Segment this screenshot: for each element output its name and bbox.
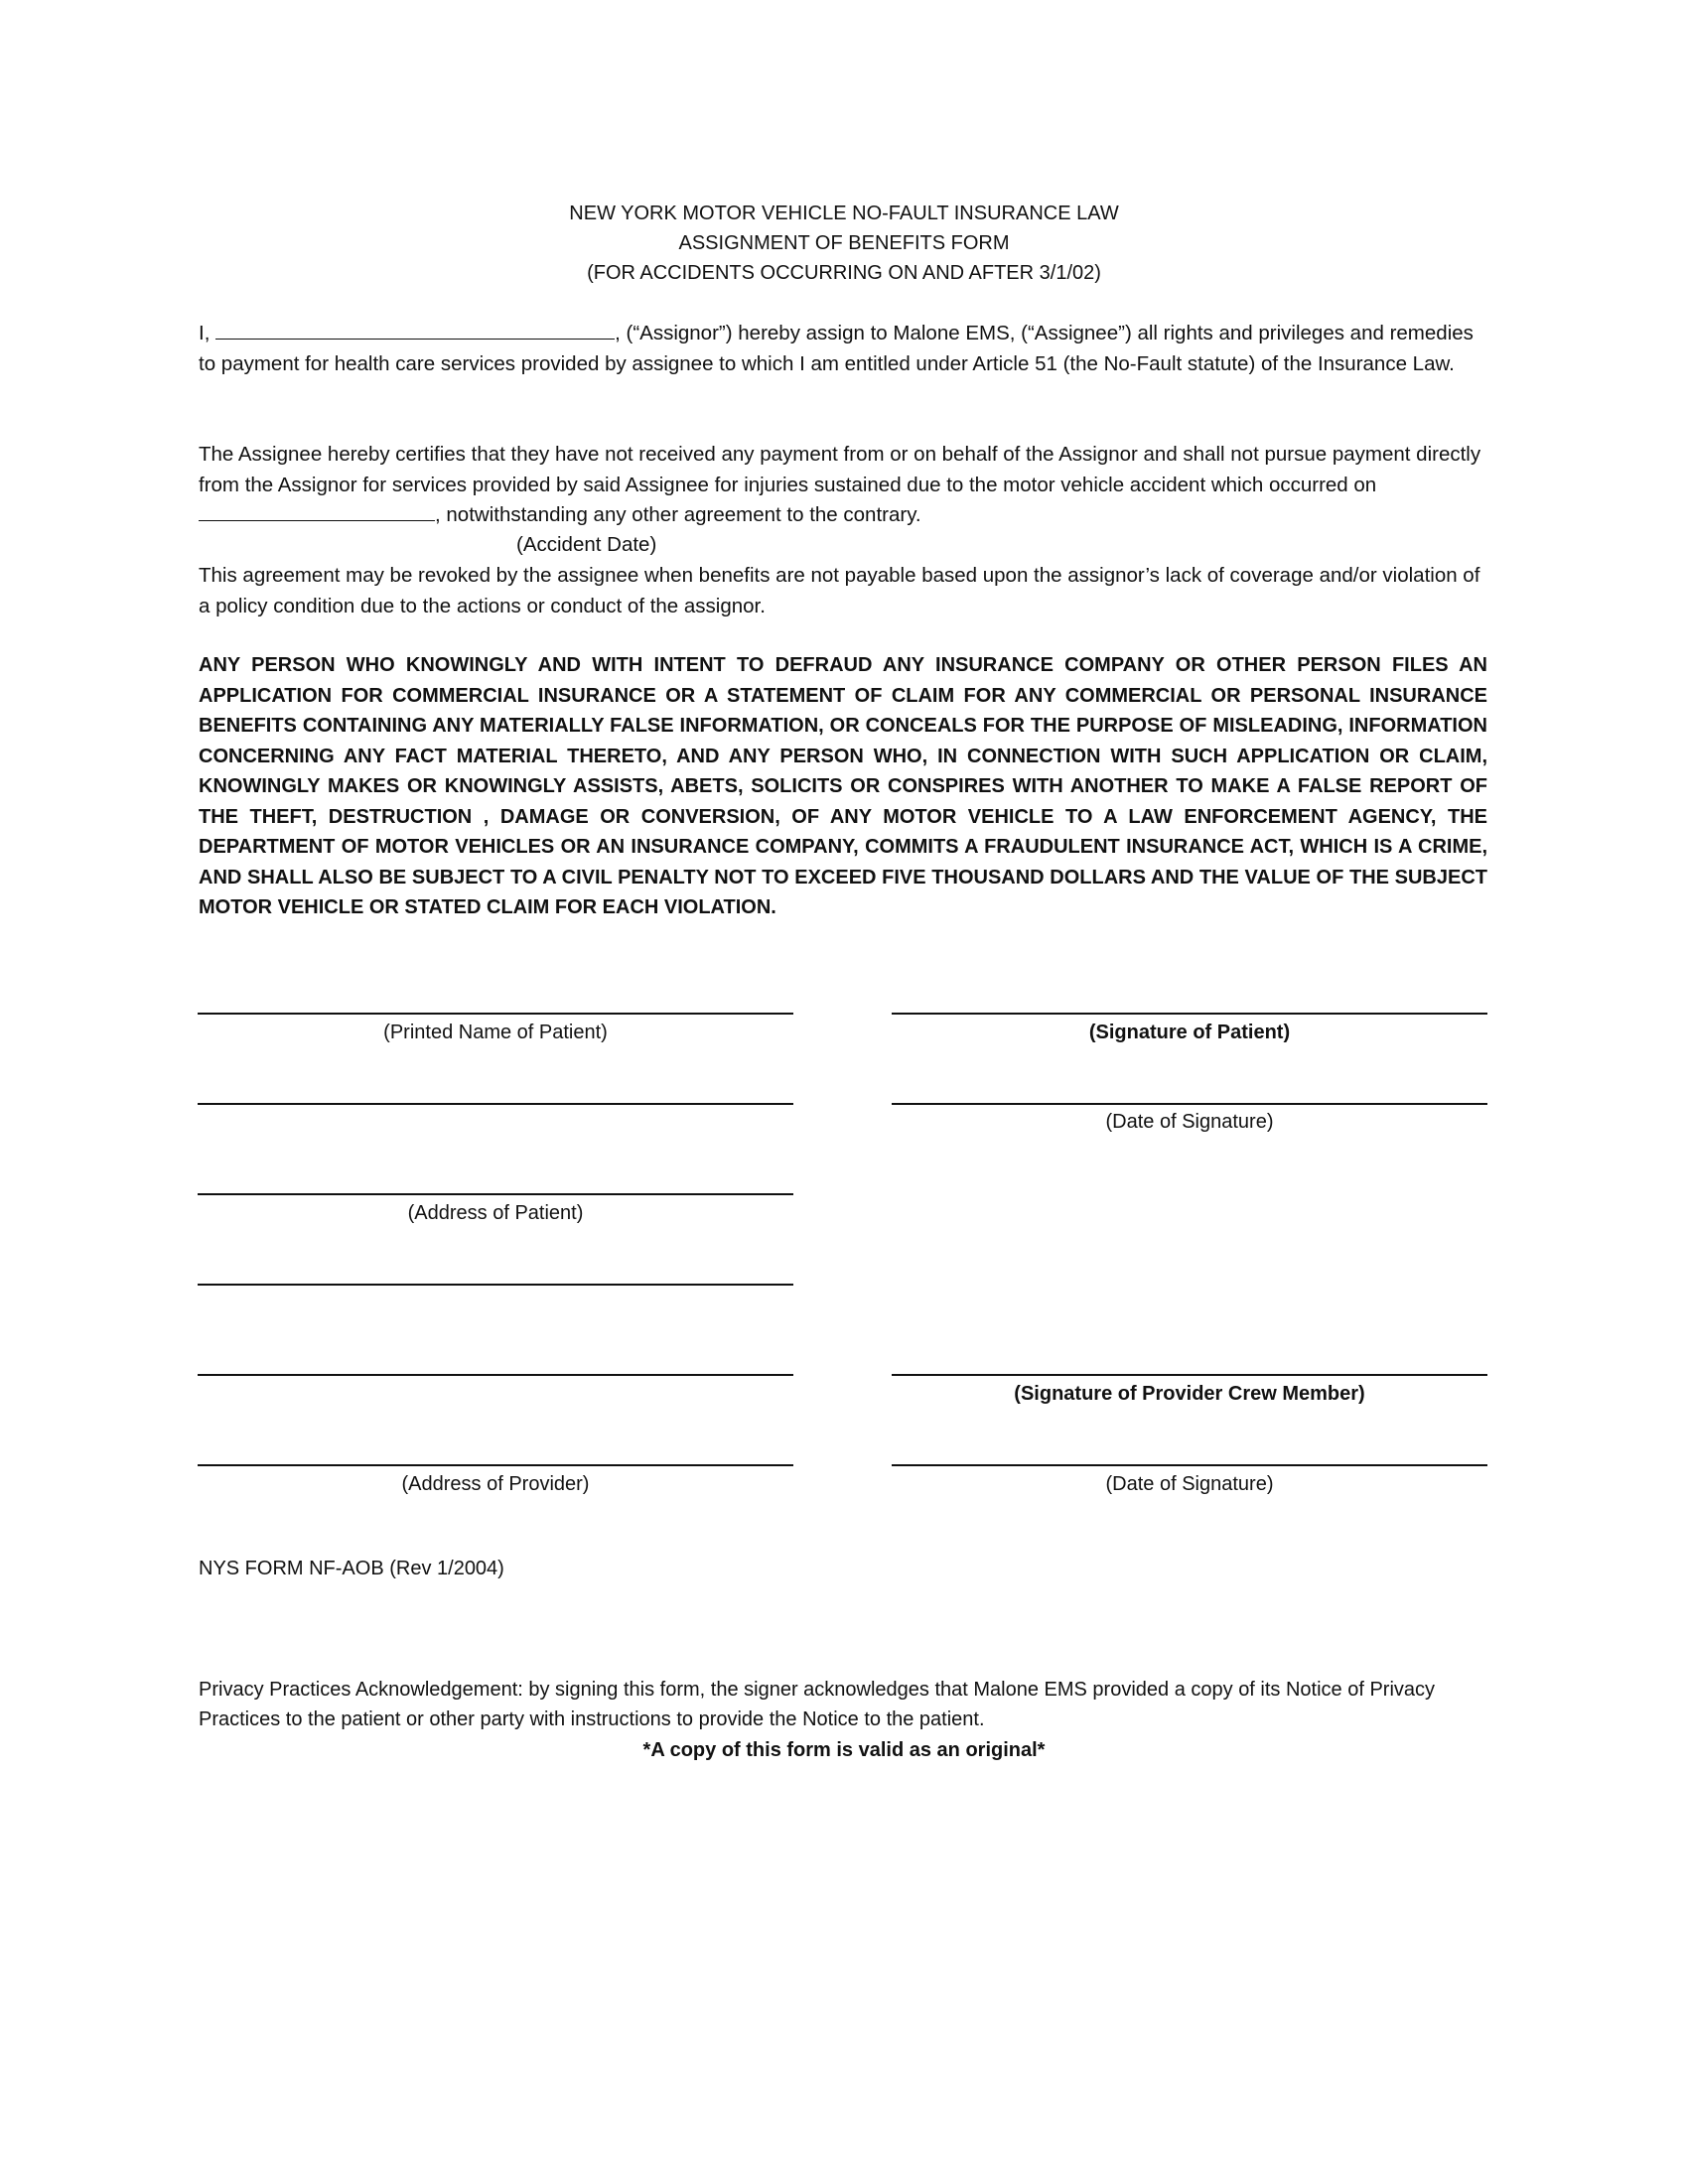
certification-text-after: , notwithstanding any other agreement to the contrary.: [435, 503, 921, 526]
patient-signature-line[interactable]: [892, 1013, 1487, 1015]
printed-name-label: (Printed Name of Patient): [383, 1022, 608, 1043]
patient-date-line[interactable]: [892, 1103, 1487, 1105]
patient-date-label: (Date of Signature): [1105, 1111, 1274, 1133]
provider-date-line[interactable]: [892, 1464, 1487, 1466]
title-line-1: NEW YORK MOTOR VEHICLE NO-FAULT INSURANCE LAW: [569, 203, 1119, 224]
title-line-2: ASSIGNMENT OF BENEFITS FORM: [678, 232, 1010, 254]
form-identifier: NYS FORM NF-AOB (Rev 1/2004): [199, 1558, 504, 1579]
copy-validity-note: *A copy of this form is valid as an original*: [642, 1739, 1046, 1761]
patient-address-line-2[interactable]: [198, 1284, 793, 1286]
provider-date-label: (Date of Signature): [1105, 1473, 1274, 1495]
certification-text-before: The Assignee hereby certifies that they have not received any payment from or on behalf of the Assignor and shall not pursue payment directly from the Assignor for services provided by said Assignee for injuries sustained due to the motor vehicle accident which occurred on: [199, 443, 1481, 496]
patient-extra-line[interactable]: [198, 1103, 793, 1105]
accident-date-blank[interactable]: [199, 502, 435, 521]
revocation-paragraph: This agreement may be revoked by the assignee when benefits are not payable based upon the assignor’s lack of coverage and/or violation of a policy condition due to the actions or conduct of the assignor.: [199, 564, 1480, 617]
certification-paragraph: [199, 440, 1489, 531]
form-title: [0, 199, 1688, 288]
assignment-text: , (“Assignor”) hereby assign to Malone EMS, (“Assignee”) all rights and privileges and remedies to payment for health care services provided by assignee to which I am entitled under Article 51 (the No-Fault statute) of the Insurance Law.: [199, 322, 1474, 375]
privacy-acknowledgement: Privacy Practices Acknowledgement: by signing this form, the signer acknowledges that Malone EMS provided a copy of its Notice of Privacy Practices to the patient or other party with instructions to provide the Notice to the patient.: [199, 1679, 1436, 1730]
patient-address-label: (Address of Patient): [407, 1202, 584, 1224]
title-line-3: (FOR ACCIDENTS OCCURRING ON AND AFTER 3/1/02): [587, 262, 1101, 284]
printed-name-line[interactable]: [198, 1013, 793, 1015]
patient-address-line[interactable]: [198, 1193, 793, 1195]
accident-date-label: (Accident Date): [516, 533, 657, 556]
provider-address-line-2[interactable]: [198, 1464, 793, 1466]
assignment-prefix: I,: [199, 322, 211, 344]
patient-signature-label: (Signature of Patient): [1088, 1022, 1291, 1043]
assignor-name-blank[interactable]: [215, 321, 615, 340]
assignment-paragraph: [199, 319, 1489, 379]
provider-address-label: (Address of Provider): [401, 1473, 590, 1495]
provider-address-line-1[interactable]: [198, 1374, 793, 1376]
fraud-warning: ANY PERSON WHO KNOWINGLY AND WITH INTENT TO DEFRAUD ANY INSURANCE COMPANY OR OTHER PERSON FILES AN APPLICATION FOR COMMERCIAL INSURANCE OR A STATEMENT OF CLAIM FOR ANY COMMERCIAL OR PERSONAL INSURANCE BENEFITS CONTAINING ANY MATERIALLY FALSE INFORMATION, OR CONCEALS FOR THE PURPOSE OF MISLEADING, INFORMATION CONCERNING ANY FACT MATERIAL THERETO, AND ANY PERSON WHO, IN CONNECTION WITH SUCH APPLICATION OR CLAIM, KNOWINGLY MAKES OR KNOWINGLY ASSISTS, ABETS, SOLICITS OR CONSPIRES WITH ANOTHER TO MAKE A FALSE REPORT OF THE THEFT, DESTRUCTION , DAMAGE OR CONVERSION, OF ANY MOTOR VEHICLE TO A LAW ENFORCEMENT AGENCY, THE DEPARTMENT OF MOTOR VEHICLES OR AN INSURANCE COMPANY, COMMITS A FRAUDULENT INSURANCE ACT, WHICH IS A CRIME, AND SHALL ALSO BE SUBJECT TO A CIVIL PENALTY NOT TO EXCEED FIVE THOUSAND DOLLARS AND THE VALUE OF THE SUBJECT MOTOR VEHICLE OR STATED CLAIM FOR EACH VIOLATION.: [199, 654, 1487, 918]
provider-crew-signature-line[interactable]: [892, 1374, 1487, 1376]
provider-crew-signature-label: (Signature of Provider Crew Member): [1014, 1383, 1365, 1405]
